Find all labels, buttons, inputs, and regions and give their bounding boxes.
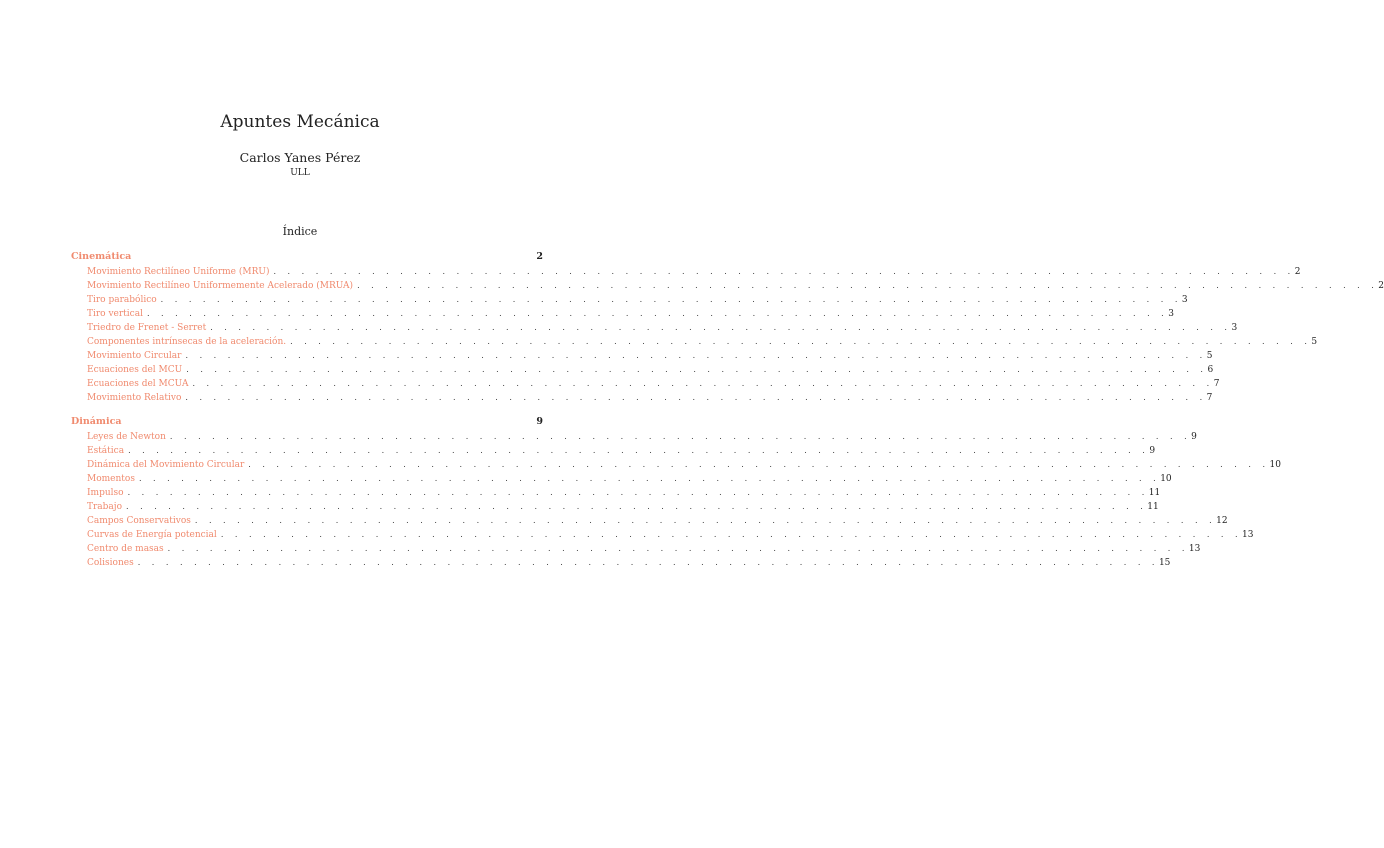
toc-page-number: 12: [1216, 516, 1228, 526]
toc-dot-leader: . . . . . . . . . . . . . . . . . . . . . . . . . . . . . . . . . . . . . . . . . . . . . . . . . . . . . . . . . . . . . . . . . . . . . . . . .: [194, 516, 1217, 525]
toc-entry[interactable]: [71, 335, 1318, 349]
toc-entry[interactable]: [71, 556, 1171, 570]
toc-page-number: 9: [1149, 446, 1156, 456]
toc-dot-leader: . . . . . . . . . . . . . . . . . . . . . . . . . . . . . . . . . . . . . . . . . . . . . . . . . . . . . . . . . . . . . . . . . . . . . . . . .: [185, 351, 1207, 360]
toc-entry[interactable]: [71, 430, 1197, 444]
toc-dot-leader: . . . . . . . . . . . . . . . . . . . . . . . . . . . . . . . . . . . . . . . . . . . . . . . . . . . . . . . . . . . . . . . . . . . . . . . . .: [220, 530, 1243, 539]
toc-entry-link[interactable]: Trabajo: [87, 502, 123, 512]
toc-section-entry[interactable]: [71, 414, 543, 430]
toc-dot-leader: . . . . . . . . . . . . . . . . . . . . . . . . . . . . . . . . . . . . . . . . . . . . . . . . . . . . . . . . . . . . . . . . . . . . . . . . .: [185, 393, 1207, 402]
toc-dot-leader: . . . . . . . . . . . . . . . . . . . . . . . . . . . . . . . . . . . . . . . . . . . . . . . . . . . . . . . . . . . . . . . . . . . . . . . . .: [290, 337, 1312, 346]
toc-entry-link[interactable]: Impulso: [87, 488, 124, 498]
toc-entry[interactable]: [71, 458, 1281, 472]
toc-entry[interactable]: [71, 321, 1238, 335]
document-affiliation: ULL: [290, 168, 310, 178]
toc-entry[interactable]: [71, 486, 1161, 500]
toc-dot-leader: . . . . . . . . . . . . . . . . . . . . . . . . . . . . . . . . . . . . . . . . . . . . . . . . . . . . . . . . . . . . . . . . . . . . . . . . .: [169, 432, 1192, 441]
toc-entry[interactable]: [71, 444, 1156, 458]
toc-entry[interactable]: [71, 528, 1254, 542]
toc-entry-link[interactable]: Leyes de Newton: [87, 432, 166, 442]
toc-dot-leader: . . . . . . . . . . . . . . . . . . . . . . . . . . . . . . . . . . . . . . . . . . . . . . . . . . . . . . . . . . . . . . . . . . . . . . . . .: [192, 379, 1214, 388]
toc-entry-link[interactable]: Momentos: [87, 474, 135, 484]
toc-section-link[interactable]: Cinemática: [71, 251, 132, 262]
toc-entry[interactable]: [71, 542, 1201, 556]
toc-dot-leader: . . . . . . . . . . . . . . . . . . . . . . . . . . . . . . . . . . . . . . . . . . . . . . . . . . . . . . . . . . . . . . . . . . . . . . . . .: [210, 323, 1232, 332]
toc-entry[interactable]: [71, 279, 1384, 293]
toc-page-number: 11: [1147, 502, 1159, 512]
toc-page-number: 6: [1207, 365, 1214, 375]
toc-dot-leader: . . . . . . . . . . . . . . . . . . . . . . . . . . . . . . . . . . . . . . . . . . . . . . . . . . . . . . . . . . . . . . . . . . . . . . . . .: [273, 267, 1295, 276]
toc-page-number: 2: [1294, 267, 1301, 277]
toc-dot-leader: . . . . . . . . . . . . . . . . . . . . . . . . . . . . . . . . . . . . . . . . . . . . . . . . . . . . . . . . . . . . . . . . . . . . . . . . .: [138, 474, 1161, 483]
toc-page-number: 5: [1206, 351, 1213, 361]
toc-section-entry[interactable]: [71, 249, 543, 265]
toc-dot-leader: . . . . . . . . . . . . . . . . . . . . . . . . . . . . . . . . . . . . . . . . . . . . . . . . . . . . . . . . . . . . . . . . . . . . . . . . .: [186, 365, 1208, 374]
toc-dot-leader: . . . . . . . . . . . . . . . . . . . . . . . . . . . . . . . . . . . . . . . . . . . . . . . . . . . . . . . . . . . . . . . . . . . . . . . . .: [127, 488, 1149, 497]
toc-entry-link[interactable]: Dinámica del Movimiento Circular: [87, 460, 245, 470]
toc-dot-leader: . . . . . . . . . . . . . . . . . . . . . . . . . . . . . . . . . . . . . . . . . . . . . . . . . . . . . . . . . . . . . . . . . . . . . . . . .: [126, 502, 1148, 511]
toc-entry[interactable]: [71, 514, 1228, 528]
toc-page-number: 10: [1160, 474, 1172, 484]
toc-page-number: 9: [1191, 432, 1197, 442]
document-author: Carlos Yanes Pérez: [239, 150, 361, 165]
toc-entry[interactable]: [71, 500, 1159, 514]
toc-page-number: 2: [1378, 281, 1384, 291]
toc-page-number: 5: [1311, 337, 1318, 347]
toc-entry[interactable]: [71, 307, 1174, 321]
toc-page-number: 7: [1213, 379, 1220, 389]
toc-page-number: 9: [536, 416, 543, 427]
toc-section: [71, 414, 1281, 570]
toc-page-number: 13: [1242, 530, 1254, 540]
toc-entry-link[interactable]: Campos Conservativos: [87, 516, 191, 526]
toc-entry-link[interactable]: Movimiento Circular: [87, 351, 182, 361]
toc-entry-link[interactable]: Estática: [87, 446, 125, 456]
table-of-contents: [71, 249, 1384, 579]
toc-dot-leader: . . . . . . . . . . . . . . . . . . . . . . . . . . . . . . . . . . . . . . . . . . . . . . . . . . . . . . . . . . . . . . . . . . . . . . . . .: [357, 281, 1379, 290]
toc-page-number: 11: [1148, 488, 1161, 498]
toc-page-number: 15: [1158, 558, 1171, 568]
toc-dot-leader: . . . . . . . . . . . . . . . . . . . . . . . . . . . . . . . . . . . . . . . . . . . . . . . . . . . . . . . . . . . . . . . . . . . . . . . . .: [128, 446, 1150, 455]
toc-entry-link[interactable]: Movimiento Rectilíneo Uniforme (MRU): [87, 267, 270, 277]
toc-dot-leader: . . . . . . . . . . . . . . . . . . . . . . . . . . . . . . . . . . . . . . . . . . . . . . . . . . . . . . . . . . . . . . . . . . . . . . . . .: [248, 460, 1270, 469]
toc-entry[interactable]: [71, 265, 1301, 279]
toc-entry[interactable]: [71, 363, 1214, 377]
toc-section: [71, 249, 1384, 405]
toc-dot-leader: . . . . . . . . . . . . . . . . . . . . . . . . . . . . . . . . . . . . . . . . . . . . . . . . . . . . . . . . . . . . . . . . . . . . . . . . .: [146, 309, 1169, 318]
toc-entry-link[interactable]: Ecuaciones del MCUA: [87, 379, 189, 389]
toc-entry[interactable]: [71, 349, 1213, 363]
toc-dot-leader: . . . . . . . . . . . . . . . . . . . . . . . . . . . . . . . . . . . . . . . . . . . . . . . . . . . . . . . . . . . . . . . . . . . . . . . . .: [167, 544, 1189, 553]
toc-entry-link[interactable]: Colisiones: [87, 558, 134, 568]
toc-page-number: 3: [1168, 309, 1174, 319]
toc-section-link[interactable]: Dinámica: [71, 416, 122, 427]
toc-dot-leader: . . . . . . . . . . . . . . . . . . . . . . . . . . . . . . . . . . . . . . . . . . . . . . . . . . . . . . . . . . . . . . . . . . . . . . . . .: [137, 558, 1159, 567]
toc-entry-link[interactable]: Movimiento Rectilíneo Uniformemente Acelerado (MRUA): [87, 281, 354, 291]
toc-heading: Índice: [282, 225, 318, 238]
toc-page-number: 13: [1188, 544, 1201, 554]
toc-page-number: 3: [1181, 295, 1188, 305]
toc-entry-link[interactable]: Triedro de Frenet - Serret: [87, 323, 207, 333]
toc-entry-link[interactable]: Tiro parabólico: [87, 295, 157, 305]
toc-entry[interactable]: [71, 377, 1220, 391]
document-title: Apuntes Mecánica: [220, 112, 380, 132]
toc-entry-link[interactable]: Curvas de Energía potencial: [87, 530, 217, 540]
toc-entry[interactable]: [71, 391, 1213, 405]
toc-page-number: 10: [1269, 460, 1281, 470]
toc-entry-link[interactable]: Movimiento Relativo: [87, 393, 182, 403]
toc-page-number: 3: [1231, 323, 1238, 333]
toc-entry[interactable]: [71, 293, 1188, 307]
toc-entry-link[interactable]: Tiro vertical: [87, 309, 143, 319]
toc-entry-link[interactable]: Componentes intrínsecas de la aceleración.: [87, 337, 287, 347]
toc-entry[interactable]: [71, 472, 1172, 486]
toc-entry-link[interactable]: Ecuaciones del MCU: [87, 365, 183, 375]
toc-page-number: 2: [536, 251, 543, 262]
toc-entry-link[interactable]: Centro de masas: [87, 544, 164, 554]
toc-dot-leader: . . . . . . . . . . . . . . . . . . . . . . . . . . . . . . . . . . . . . . . . . . . . . . . . . . . . . . . . . . . . . . . . . . . . . . . . .: [160, 295, 1182, 304]
toc-page-number: 7: [1206, 393, 1213, 403]
